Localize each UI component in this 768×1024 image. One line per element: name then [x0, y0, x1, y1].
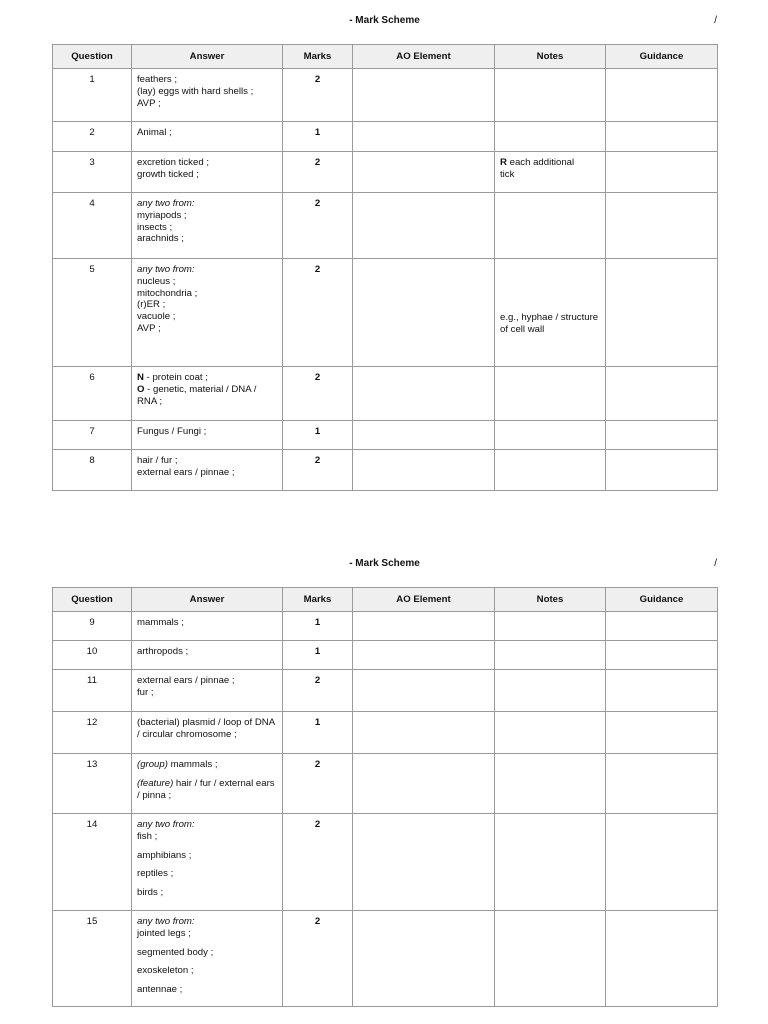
answer-key-letter: O	[137, 383, 145, 395]
guidance-cell	[606, 259, 718, 367]
table-row	[53, 911, 718, 1007]
col-header-question: Question	[53, 45, 132, 69]
answer-line: hair / fur ;	[137, 455, 178, 466]
marks-cell: 1	[283, 712, 353, 754]
notes-line	[500, 157, 600, 169]
answer-cell	[132, 421, 283, 450]
col-header-ao-element: AO Element	[353, 45, 495, 69]
ao-element-cell	[353, 754, 495, 814]
table-row	[53, 259, 718, 367]
ao-element-cell	[353, 641, 495, 670]
col-header-notes: Notes	[495, 588, 606, 612]
table-row	[53, 421, 718, 450]
table-row	[53, 152, 718, 193]
marks-cell: 2	[283, 152, 353, 193]
answer-cell	[132, 193, 283, 259]
answer-line: Animal ;	[137, 127, 172, 138]
marks-cell: 2	[283, 670, 353, 712]
ao-element-cell	[353, 670, 495, 712]
ao-element-cell	[353, 69, 495, 122]
reject-marker: R	[500, 157, 507, 168]
notes-cell	[495, 712, 606, 754]
marks-cell: 2	[283, 450, 353, 491]
ao-element-cell	[353, 122, 495, 152]
notes-cell	[495, 152, 606, 193]
answer-line: reptiles ;	[137, 868, 174, 880]
notes-cell	[495, 122, 606, 152]
answer-line: amphibians ;	[137, 849, 192, 861]
answer-line: jointed legs ;	[137, 927, 191, 939]
answer-text: mammals ;	[167, 759, 218, 770]
marks-cell: 2	[283, 754, 353, 814]
page-header	[52, 15, 717, 29]
col-header-guidance: Guidance	[606, 45, 718, 69]
ao-element-cell	[353, 814, 495, 911]
ao-element-cell	[353, 911, 495, 1007]
table-header-row	[53, 588, 718, 612]
answer-line: AVP ;	[137, 322, 161, 334]
answer-cell	[132, 670, 283, 712]
table-row	[53, 122, 718, 152]
answer-intro: any two from:	[137, 264, 195, 275]
answer-line: AVP ;	[137, 97, 161, 109]
marks-cell: 2	[283, 69, 353, 122]
notes-cell	[495, 450, 606, 491]
answer-line: feathers ;	[137, 74, 177, 85]
ao-element-cell	[353, 193, 495, 259]
col-header-marks: Marks	[283, 588, 353, 612]
answer-cell	[132, 450, 283, 491]
answer-cell	[132, 712, 283, 754]
table-row	[53, 69, 718, 122]
answer-line: vacuole ;	[137, 311, 176, 323]
notes-cell	[495, 911, 606, 1007]
guidance-cell	[606, 193, 718, 259]
notes-text: each additional	[506, 157, 575, 168]
ao-element-cell	[353, 612, 495, 641]
answer-intro: any two from:	[137, 198, 195, 209]
answer-line: exoskeleton ;	[137, 965, 194, 977]
answer-intro: any two from:	[137, 819, 195, 830]
mark-scheme-table	[52, 587, 718, 1007]
guidance-cell	[606, 450, 718, 491]
answer-cell	[132, 367, 283, 421]
answer-line: (lay) eggs with hard shells ;	[137, 85, 254, 97]
notes-cell	[495, 367, 606, 421]
question-number: 5	[53, 259, 132, 367]
answer-line: external ears / pinnae ;	[137, 466, 235, 478]
question-number: 9	[53, 612, 132, 641]
question-number: 2	[53, 122, 132, 152]
answer-line: nucleus ;	[137, 275, 176, 287]
answer-line	[137, 372, 277, 384]
marks-cell: 2	[283, 911, 353, 1007]
notes-cell	[495, 193, 606, 259]
answer-line: Fungus / Fungi ;	[137, 426, 207, 437]
guidance-cell	[606, 612, 718, 641]
answer-line: arthropods ;	[137, 646, 189, 657]
marks-cell: 2	[283, 367, 353, 421]
guidance-cell	[606, 69, 718, 122]
answer-line: growth ticked ;	[137, 168, 199, 180]
question-number: 7	[53, 421, 132, 450]
marks-cell: 2	[283, 814, 353, 911]
question-number: 15	[53, 911, 132, 1007]
col-header-ao-element: AO Element	[353, 588, 495, 612]
answer-cell	[132, 814, 283, 911]
table-row	[53, 814, 718, 911]
question-number: 1	[53, 69, 132, 122]
notes-line: of cell wall	[500, 323, 545, 335]
notes-cell	[495, 612, 606, 641]
page-title: - Mark Scheme	[349, 15, 420, 26]
answer-line: / circular chromosome ;	[137, 728, 237, 740]
ao-element-cell	[353, 712, 495, 754]
answer-line: segmented body ;	[137, 946, 214, 958]
question-number: 3	[53, 152, 132, 193]
notes-cell	[495, 670, 606, 712]
col-header-notes: Notes	[495, 45, 606, 69]
answer-qualifier: (group)	[137, 759, 168, 770]
answer-line: (bacterial) plasmid / loop of DNA	[137, 717, 276, 728]
page-title: - Mark Scheme	[349, 558, 420, 569]
question-number: 10	[53, 641, 132, 670]
question-number: 12	[53, 712, 132, 754]
guidance-cell	[606, 367, 718, 421]
question-number: 13	[53, 754, 132, 814]
answer-line: / pinna ;	[137, 789, 172, 801]
col-header-question: Question	[53, 588, 132, 612]
ao-element-cell	[353, 259, 495, 367]
answer-line: (r)ER ;	[137, 299, 166, 311]
page-number-separator: /	[714, 15, 717, 26]
answer-key-letter: N	[137, 372, 144, 383]
guidance-cell	[606, 814, 718, 911]
col-header-guidance: Guidance	[606, 588, 718, 612]
notes-line: tick	[500, 168, 515, 180]
ao-element-cell	[353, 152, 495, 193]
notes-cell	[495, 641, 606, 670]
answer-line: antennae ;	[137, 984, 183, 996]
guidance-cell	[606, 152, 718, 193]
ao-element-cell	[353, 450, 495, 491]
table-row	[53, 754, 718, 814]
notes-line: e.g., hyphae / structure	[500, 312, 599, 323]
question-number: 8	[53, 450, 132, 491]
answer-cell	[132, 69, 283, 122]
answer-qualifier: (feature)	[137, 777, 174, 789]
guidance-cell	[606, 670, 718, 712]
question-number: 14	[53, 814, 132, 911]
ao-element-cell	[353, 367, 495, 421]
marks-cell: 2	[283, 193, 353, 259]
table-row	[53, 670, 718, 712]
answer-line	[137, 759, 277, 771]
guidance-cell	[606, 712, 718, 754]
col-header-answer: Answer	[132, 45, 283, 69]
answer-line: arachnids ;	[137, 233, 184, 245]
marks-cell: 1	[283, 421, 353, 450]
answer-line: mitochondria ;	[137, 287, 198, 299]
notes-cell	[495, 814, 606, 911]
table-row	[53, 193, 718, 259]
notes-cell	[495, 421, 606, 450]
answer-line: excretion ticked ;	[137, 157, 209, 168]
col-header-marks: Marks	[283, 45, 353, 69]
notes-cell	[495, 69, 606, 122]
notes-cell	[495, 754, 606, 814]
table-row	[53, 712, 718, 754]
col-header-answer: Answer	[132, 588, 283, 612]
page-header	[52, 558, 717, 572]
question-number: 4	[53, 193, 132, 259]
guidance-cell	[606, 421, 718, 450]
answer-cell	[132, 754, 283, 814]
page-number-separator: /	[714, 558, 717, 569]
table-row	[53, 367, 718, 421]
table-header-row	[53, 45, 718, 69]
answer-cell	[132, 911, 283, 1007]
marks-cell: 1	[283, 641, 353, 670]
answer-cell	[132, 122, 283, 152]
guidance-cell	[606, 911, 718, 1007]
guidance-cell	[606, 122, 718, 152]
answer-line: RNA ;	[137, 395, 163, 407]
answer-line: fur ;	[137, 686, 154, 698]
marks-cell: 1	[283, 612, 353, 641]
notes-cell	[495, 259, 606, 367]
table-row	[53, 450, 718, 491]
answer-line	[137, 778, 277, 790]
guidance-cell	[606, 641, 718, 670]
answer-text: - genetic, material / DNA /	[144, 383, 257, 395]
answer-text: - protein coat ;	[143, 372, 208, 383]
answer-line: insects ;	[137, 221, 173, 233]
table-row	[53, 612, 718, 641]
table-row	[53, 641, 718, 670]
answer-text: hair / fur / external ears	[173, 777, 275, 789]
answer-cell	[132, 259, 283, 367]
answer-line	[137, 384, 277, 396]
answer-line: fish ;	[137, 830, 158, 842]
answer-intro: any two from:	[137, 916, 195, 927]
answer-cell	[132, 152, 283, 193]
answer-line: birds ;	[137, 887, 164, 899]
mark-scheme-table	[52, 44, 718, 491]
ao-element-cell	[353, 421, 495, 450]
question-number: 11	[53, 670, 132, 712]
answer-cell	[132, 641, 283, 670]
guidance-cell	[606, 754, 718, 814]
answer-line: mammals ;	[137, 617, 184, 628]
marks-cell: 2	[283, 259, 353, 367]
question-number: 6	[53, 367, 132, 421]
answer-cell	[132, 612, 283, 641]
answer-line: myriapods ;	[137, 209, 187, 221]
marks-cell: 1	[283, 122, 353, 152]
answer-line: external ears / pinnae ;	[137, 675, 235, 686]
